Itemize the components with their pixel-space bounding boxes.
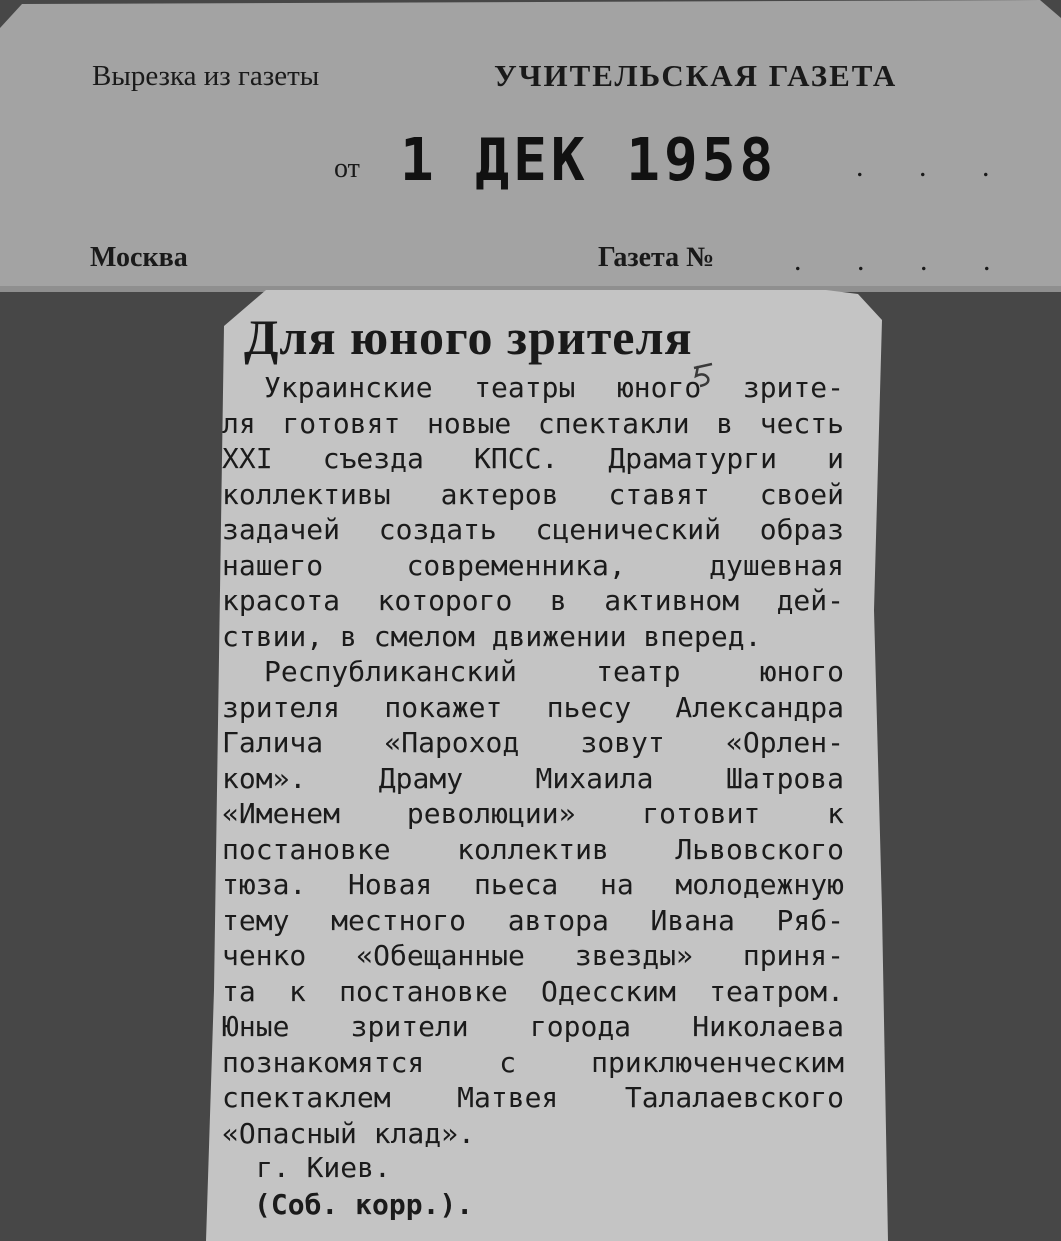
article-line: ком». Драму Михаила Шатрова xyxy=(222,761,844,795)
article-line: постановке коллектив Львовского xyxy=(222,832,844,866)
article-line: тюза. Новая пьеса на молодежную xyxy=(222,868,844,901)
article-body xyxy=(222,370,844,1151)
article-line: ля готовят новые спектакли в честь xyxy=(222,406,844,440)
article-line: XXI съезда КПСС. Драматурги и xyxy=(222,442,844,475)
article-line: красота которого в активном дей- xyxy=(222,584,844,617)
city-label: Москва xyxy=(90,242,188,273)
article-line: Украинские театры юного зрите- xyxy=(264,371,844,404)
date-dots: . . . xyxy=(856,150,1014,183)
article-line: «Опасный клад». xyxy=(222,1116,475,1150)
newspaper-name: УЧИТЕЛЬСКАЯ ГАЗЕТА xyxy=(494,58,898,93)
article-line: нашего современника, душевная xyxy=(222,548,844,582)
article-line: Юные зрители города Николаева xyxy=(222,1010,844,1043)
number-dots: . . . . xyxy=(794,244,1015,277)
date-from-label: от xyxy=(334,153,360,184)
article-line: зрителя покажет пьесу Александра xyxy=(222,690,844,724)
article-line: «Именем революции» готовит к xyxy=(222,797,844,830)
article-line: та к постановке Одесским театром. xyxy=(222,974,844,1008)
article-line: Галича «Пароход зовут «Орлен- xyxy=(222,726,844,759)
article-line: ченко «Обещанные звезды» приня- xyxy=(222,939,844,972)
article-title: Для юного зрителя xyxy=(244,309,693,365)
signature-author: (Соб. корр.). xyxy=(254,1188,474,1221)
newspaper-number-label: Газета № xyxy=(598,242,715,273)
date-stamp: 1 ДЕК 1958 xyxy=(400,126,778,195)
article-line: ствии, в смелом движении вперед. xyxy=(222,619,762,653)
article-line: спектаклем Матвея Талалаевского xyxy=(222,1081,844,1114)
clipping-label: Вырезка из газеты xyxy=(92,60,320,92)
article-line: задачей создать сценический образ xyxy=(222,513,844,546)
article-line: познакомятся с приключенческим xyxy=(222,1045,844,1079)
article-line: Республиканский театр юного xyxy=(264,655,844,688)
signature-city: г. Киев. xyxy=(256,1151,391,1184)
article-line: коллективы актеров ставят своей xyxy=(222,477,844,511)
article-line: тему местного автора Ивана Ряб- xyxy=(222,903,844,937)
